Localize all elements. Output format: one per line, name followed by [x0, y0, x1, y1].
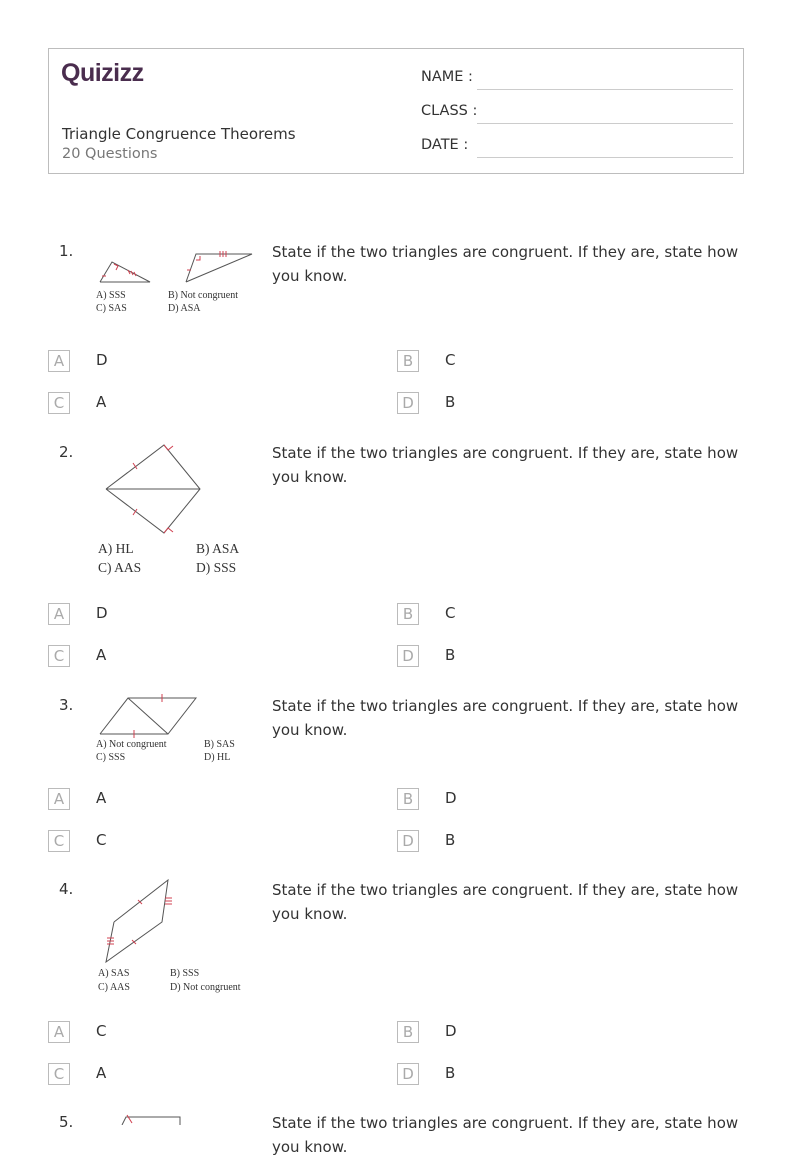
option-letter-box: B — [397, 603, 419, 625]
figure-choice: D) HL — [204, 752, 231, 763]
figure-choice: D) Not congruent — [170, 982, 241, 993]
option-letter-box: A — [48, 603, 70, 625]
option-text: C — [96, 1022, 107, 1040]
date-label: DATE : — [421, 137, 469, 153]
name-line[interactable] — [477, 89, 733, 90]
question-number: 3. — [59, 696, 74, 714]
figure-choice: A) SSS — [96, 290, 126, 301]
option-letter-box: C — [48, 645, 70, 667]
figure-choice: B) SSS — [170, 968, 200, 979]
question-text: State if the two triangles are congruent. If they are, state how you know. — [272, 881, 739, 923]
question-count: 20 Questions — [62, 146, 158, 162]
option-text: D — [96, 351, 108, 369]
figure-choice: A) Not congruent — [96, 739, 167, 750]
figure-choice: C) SSS — [96, 752, 126, 763]
question-3-figure — [92, 694, 262, 766]
option-letter-box: B — [397, 1021, 419, 1043]
option-text: A — [96, 1064, 107, 1082]
class-line[interactable] — [477, 123, 733, 124]
figure-choice: C) AAS — [98, 982, 130, 993]
question-4-figure — [92, 878, 262, 998]
date-line[interactable] — [477, 157, 733, 158]
figure-choice: A) SAS — [98, 968, 130, 979]
option-text: A — [96, 393, 107, 411]
option-letter-box: D — [397, 645, 419, 667]
worksheet-title: Triangle Congruence Theorems — [62, 125, 296, 143]
option-text: D — [445, 789, 457, 807]
option-text: A — [96, 789, 107, 807]
option-text: C — [445, 351, 456, 369]
option-letter-box: C — [48, 1063, 70, 1085]
option-text: C — [445, 604, 456, 622]
option-text: B — [445, 831, 456, 849]
figure-choice: B) ASA — [196, 541, 240, 556]
option-text: D — [96, 604, 108, 622]
option-text: C — [96, 831, 107, 849]
option-letter-box: B — [397, 788, 419, 810]
question-2-figure — [92, 437, 262, 577]
figure-choice: B) SAS — [204, 739, 235, 750]
option-letter-box: A — [48, 1021, 70, 1043]
figure-choice: B) Not congruent — [168, 290, 238, 301]
figure-choice: C) AAS — [98, 560, 142, 575]
figure-choice: A) HL — [98, 541, 134, 556]
option-letter-box: A — [48, 788, 70, 810]
option-letter-box: D — [397, 830, 419, 852]
class-label: CLASS : — [421, 103, 478, 119]
question-1-figure — [92, 248, 262, 318]
option-text: B — [445, 393, 456, 411]
question-text: State if the two triangles are congruent. If they are, state how you know. — [272, 243, 739, 285]
worksheet-header — [48, 48, 744, 174]
name-label: NAME : — [421, 69, 473, 85]
question-text: State if the two triangles are congruent. If they are, state how you know. — [272, 1114, 739, 1156]
question-5-figure — [92, 1113, 192, 1125]
option-text: B — [445, 1064, 456, 1082]
question-number: 4. — [59, 880, 74, 898]
option-letter-box: B — [397, 350, 419, 372]
quizizz-logo: Quizizz — [61, 59, 144, 87]
option-letter-box: C — [48, 830, 70, 852]
option-letter-box: D — [397, 392, 419, 414]
figure-choice: D) SSS — [196, 560, 237, 575]
question-text: State if the two triangles are congruent. If they are, state how you know. — [272, 697, 739, 739]
figure-choice: C) SAS — [96, 303, 127, 314]
option-letter-box: D — [397, 1063, 419, 1085]
question-number: 1. — [59, 242, 74, 260]
option-letter-box: A — [48, 350, 70, 372]
question-number: 5. — [59, 1113, 74, 1131]
question-text: State if the two triangles are congruent. If they are, state how you know. — [272, 444, 739, 486]
question-number: 2. — [59, 443, 74, 461]
option-text: A — [96, 646, 107, 664]
option-letter-box: C — [48, 392, 70, 414]
figure-choice: D) ASA — [168, 303, 201, 314]
option-text: B — [445, 646, 456, 664]
option-text: D — [445, 1022, 457, 1040]
